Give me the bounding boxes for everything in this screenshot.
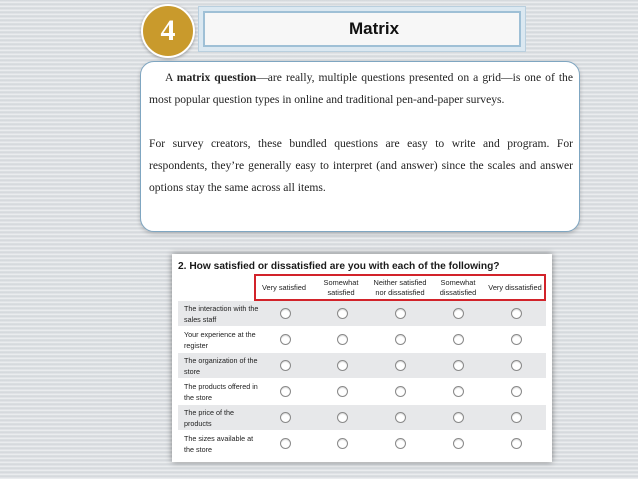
radio-button[interactable] xyxy=(337,334,348,345)
paragraph-1-text: —are really, multiple questions presented on a grid—is one of the most popular question types in online and traditional pen-and-paper surveys. xyxy=(149,71,574,106)
radio-button[interactable] xyxy=(395,360,406,371)
radio-button[interactable] xyxy=(395,438,406,449)
paragraph-1 xyxy=(149,67,573,111)
row-label: The price of the products xyxy=(184,408,234,428)
radio-button[interactable] xyxy=(337,386,348,397)
radio-button[interactable] xyxy=(337,360,348,371)
column-header: Very dissatisfied xyxy=(488,283,542,292)
question-title: 2. How satisfied or dissatisfied are you with each of the following? xyxy=(178,261,500,272)
radio-button[interactable] xyxy=(337,308,348,319)
table-row xyxy=(178,327,546,352)
column-header: Somewhat satisfied xyxy=(323,278,359,297)
table-row xyxy=(178,405,546,430)
radio-button[interactable] xyxy=(511,438,522,449)
slide-title: Matrix xyxy=(348,19,400,38)
radio-button[interactable] xyxy=(511,334,522,345)
row-label: The products offered in the store xyxy=(184,382,258,402)
column-header: Somewhat dissatisfied xyxy=(439,278,477,297)
radio-button[interactable] xyxy=(280,412,291,423)
table-row xyxy=(178,379,546,404)
radio-button[interactable] xyxy=(280,438,291,449)
paragraph-1-lead: A xyxy=(165,71,177,84)
term-matrix-question: matrix question xyxy=(176,71,257,84)
radio-button[interactable] xyxy=(337,412,348,423)
slide-title-bar xyxy=(203,11,521,47)
radio-button[interactable] xyxy=(395,412,406,423)
radio-button[interactable] xyxy=(453,308,464,319)
radio-button[interactable] xyxy=(337,438,348,449)
row-label: The organization of the store xyxy=(184,356,258,376)
paragraph-2: For survey creators, these bundled questions are easy to write and program. For respondents, they’re generally easy to interpret (and answer) since the scales and answer options stay the same across all items. xyxy=(149,137,573,194)
radio-button[interactable] xyxy=(511,360,522,371)
radio-button[interactable] xyxy=(280,334,291,345)
radio-button[interactable] xyxy=(453,360,464,371)
radio-button[interactable] xyxy=(280,360,291,371)
radio-button[interactable] xyxy=(453,412,464,423)
radio-button[interactable] xyxy=(511,412,522,423)
radio-button[interactable] xyxy=(511,386,522,397)
radio-button[interactable] xyxy=(280,308,291,319)
description-box xyxy=(140,61,580,232)
table-row xyxy=(178,353,546,378)
survey-matrix-screenshot xyxy=(172,254,552,462)
radio-button[interactable] xyxy=(280,386,291,397)
radio-button[interactable] xyxy=(395,386,406,397)
table-row xyxy=(178,301,546,326)
column-header: Very satisfied xyxy=(262,283,306,292)
column-header: Neither satisfied nor dissatisfied xyxy=(373,278,427,297)
radio-button[interactable] xyxy=(511,308,522,319)
radio-button[interactable] xyxy=(395,334,406,345)
row-label: The sizes available at the store xyxy=(184,434,254,454)
radio-button[interactable] xyxy=(453,386,464,397)
table-row xyxy=(178,431,546,456)
radio-button[interactable] xyxy=(395,308,406,319)
radio-button[interactable] xyxy=(453,438,464,449)
scale-highlight-box xyxy=(254,274,546,301)
row-label: The interaction with the sales staff xyxy=(184,304,259,324)
slide-number: 4 xyxy=(160,14,176,47)
radio-button[interactable] xyxy=(453,334,464,345)
slide-number-badge xyxy=(141,4,195,58)
row-label: Your experience at the register xyxy=(184,330,256,350)
